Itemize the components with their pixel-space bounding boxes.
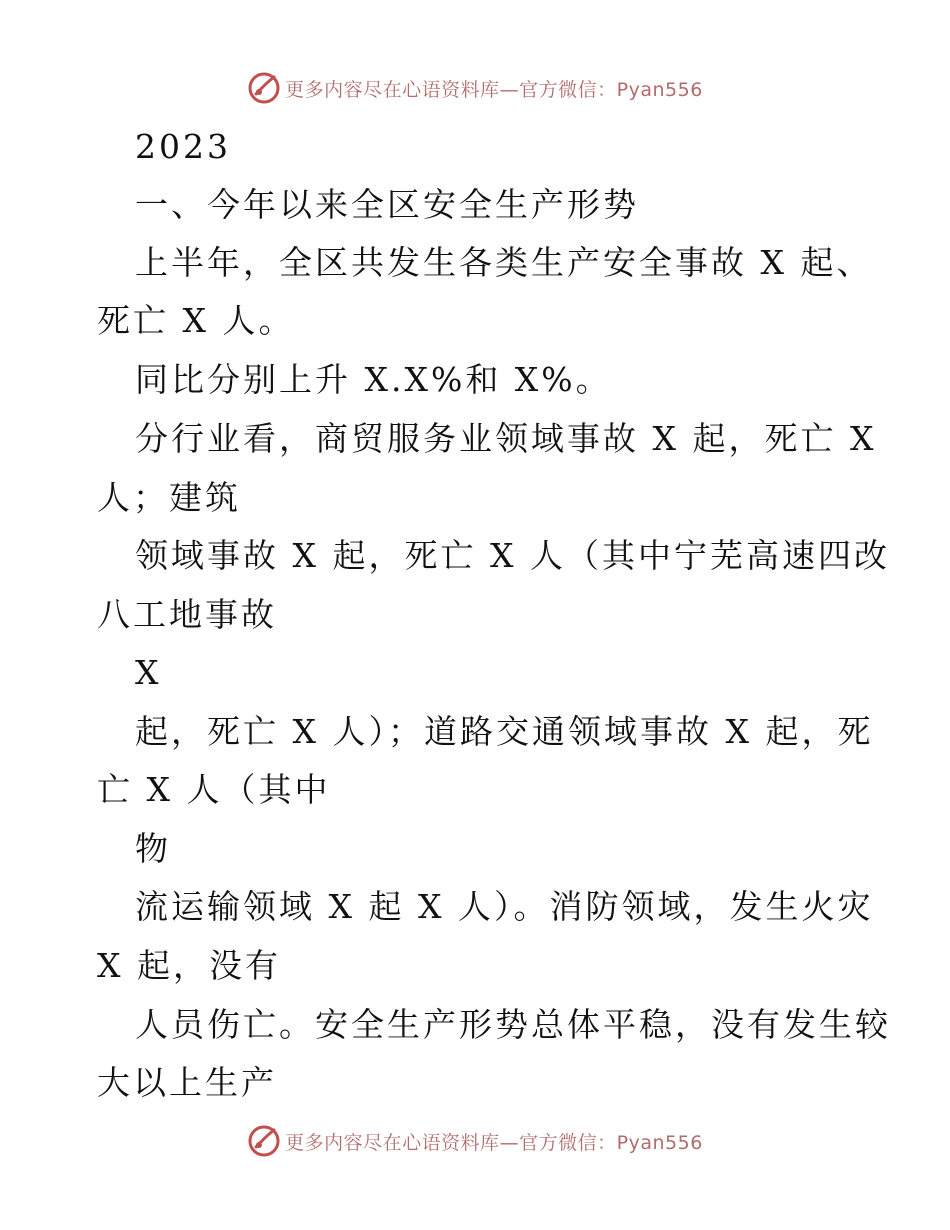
text-line: 分行业看，商贸服务业领域事故 X 起，死亡 X bbox=[135, 419, 877, 458]
text-line: 同比分别上升 X.X%和 X%。 bbox=[135, 360, 612, 399]
header-watermark bbox=[0, 68, 950, 108]
footer-watermark bbox=[0, 1121, 950, 1161]
watermark-text: 更多内容尽在心语资料库—官方微信：Pyan556 bbox=[285, 78, 703, 101]
text-line: 人员伤亡。安全生产形势总体平稳，没有发生较 bbox=[135, 1005, 891, 1044]
text-line: 亡 X 人（其中 bbox=[97, 770, 331, 809]
watermark-text: 更多内容尽在心语资料库—官方微信：Pyan556 bbox=[285, 1131, 703, 1154]
brush-circle-logo-icon bbox=[247, 1124, 281, 1158]
text-line: 死亡 X 人。 bbox=[97, 301, 295, 340]
text-line: 上半年，全区共发生各类生产安全事故 X 起、 bbox=[135, 243, 873, 282]
brush-circle-logo-icon bbox=[247, 71, 281, 105]
text-line: 流运输领域 X 起 X 人）。消防领域，发生火灾 bbox=[135, 887, 874, 926]
text-line: 大以上生产 bbox=[97, 1063, 277, 1102]
text-line: 物 bbox=[135, 829, 171, 868]
text-line: 2023 bbox=[135, 127, 231, 166]
text-line: X bbox=[135, 653, 162, 692]
text-line: X 起，没有 bbox=[97, 946, 281, 985]
text-line: 领域事故 X 起，死亡 X 人（其中宁芜高速四改 bbox=[135, 536, 890, 575]
text-line: 人；建筑 bbox=[97, 478, 241, 517]
text-line: 起，死亡 X 人）；道路交通领域事故 X 起，死 bbox=[135, 712, 874, 751]
section-heading: 一、今年以来全区安全生产形势 bbox=[135, 185, 639, 224]
text-line: 八工地事故 bbox=[97, 595, 277, 634]
